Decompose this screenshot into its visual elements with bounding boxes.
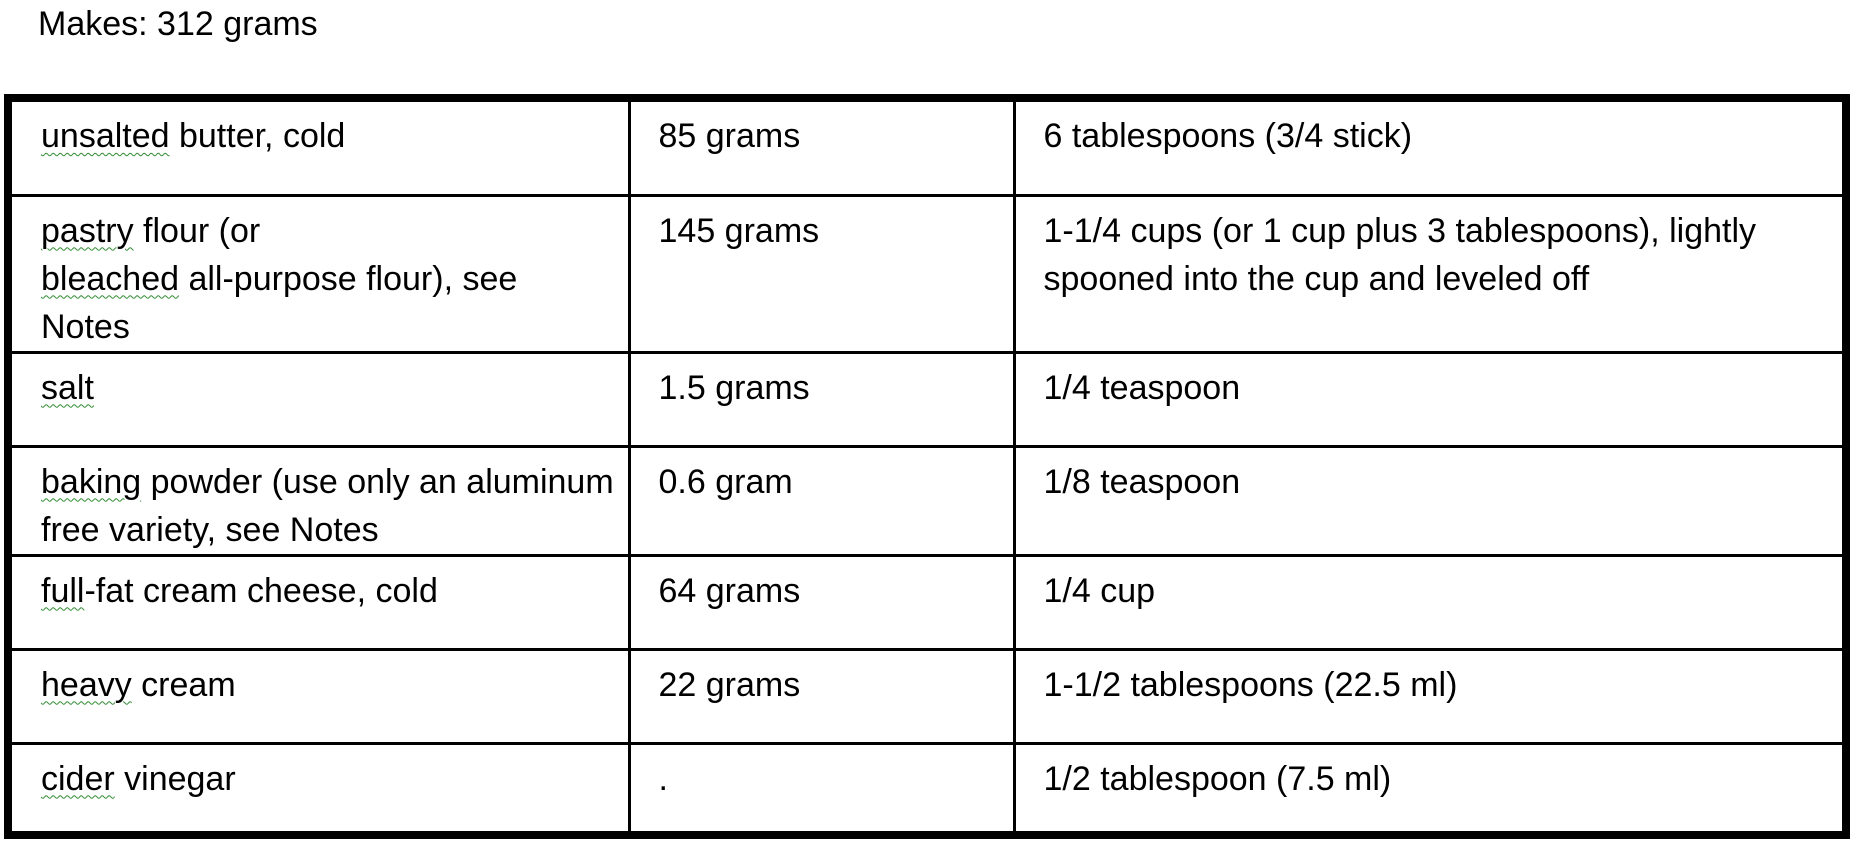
ingredient-text: vinegar — [114, 759, 236, 798]
spellcheck-flagged-word[interactable]: cider — [41, 759, 115, 798]
volume-cell: 1-1/4 cups (or 1 cup plus 3 tablespoons), lightly spooned into the cup and leveled off — [1014, 195, 1842, 352]
weight-cell: . — [629, 743, 1014, 831]
ingredient-cell — [12, 555, 629, 649]
table-row — [12, 102, 1842, 195]
ingredient-text: butter, cold — [169, 117, 346, 155]
ingredient-text: cream — [131, 665, 236, 704]
ingredient-text: all-purpose flour), see Notes — [41, 259, 518, 346]
weight-cell: 0.6 gram — [629, 446, 1014, 555]
ingredient-cell — [12, 743, 629, 831]
ingredient-cell — [12, 649, 629, 743]
volume-cell: 6 tablespoons (3/4 stick) — [1014, 102, 1842, 195]
ingredient-cell — [12, 195, 629, 352]
spellcheck-flagged-word[interactable]: unsalted — [41, 117, 170, 155]
volume-cell: 1/4 teaspoon — [1014, 352, 1842, 446]
spellcheck-flagged-word[interactable]: salt — [41, 368, 94, 407]
table-row — [12, 446, 1842, 555]
weight-cell: 145 grams — [629, 195, 1014, 352]
table-row — [12, 743, 1842, 831]
weight-cell: 22 grams — [629, 649, 1014, 743]
ingredient-text: powder (use only an aluminum free variety, see Notes — [41, 462, 614, 549]
table-row — [12, 555, 1842, 649]
volume-cell: 1-1/2 tablespoons (22.5 ml) — [1014, 649, 1842, 743]
spellcheck-flagged-word[interactable]: baking — [41, 462, 142, 501]
ingredients-table-frame — [4, 94, 1850, 839]
table-row — [12, 195, 1842, 352]
table-row — [12, 649, 1842, 743]
volume-cell: 1/2 tablespoon (7.5 ml) — [1014, 743, 1842, 831]
ingredient-cell — [12, 446, 629, 555]
ingredient-text: -fat cream cheese, cold — [84, 571, 438, 610]
volume-cell: 1/8 teaspoon — [1014, 446, 1842, 555]
makes-yield-text: Makes: 312 grams — [38, 5, 318, 43]
weight-cell: 64 grams — [629, 555, 1014, 649]
weight-cell: 1.5 grams — [629, 352, 1014, 446]
ingredient-cell — [12, 352, 629, 446]
spellcheck-flagged-word[interactable]: heavy — [41, 665, 132, 704]
volume-cell: 1/4 cup — [1014, 555, 1842, 649]
spellcheck-flagged-word[interactable]: pastry — [41, 211, 134, 250]
spellcheck-flagged-word[interactable]: bleached — [41, 259, 180, 298]
weight-cell: 85 grams — [629, 102, 1014, 195]
ingredients-table — [12, 102, 1842, 831]
ingredient-cell — [12, 102, 629, 195]
spellcheck-flagged-word[interactable]: full — [41, 571, 85, 610]
table-row — [12, 352, 1842, 446]
ingredient-text: flour (or — [133, 211, 261, 250]
